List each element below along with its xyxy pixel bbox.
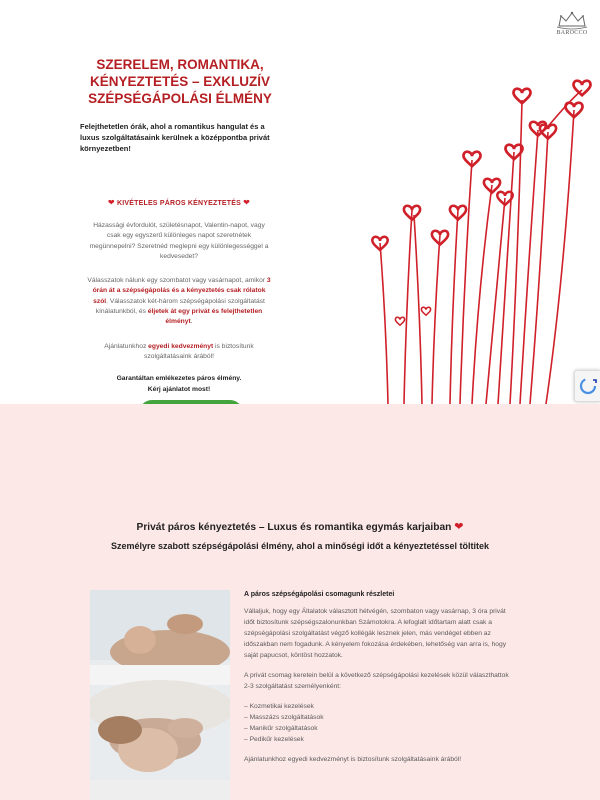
text-fragment: Kérj ajánlatot most! bbox=[147, 385, 211, 393]
hero-intro bbox=[80, 56, 280, 154]
list-item: – Masszázs szolgáltatások bbox=[244, 714, 324, 721]
text-fragment: Ajánlatunkhoz bbox=[104, 342, 149, 350]
offer-title-text: KIVÉTELES PÁROS KÉNYEZTETÉS bbox=[116, 200, 242, 207]
services-list bbox=[244, 701, 516, 745]
package-section-title bbox=[0, 520, 600, 533]
hero-offer bbox=[86, 198, 272, 395]
list-item: – Manikűr szolgáltatások bbox=[244, 725, 318, 732]
hero-title: SZERELEM, ROMANTIKA, KÉNYEZTETÉS – EXKLUZÍV SZÉPSÉGÁPOLÁSI ÉLMÉNY bbox=[88, 57, 272, 106]
package-details-paragraph-3: Ajánlatunkhoz egyedi kedvezményt is biztosítunk szolgáltatásaink árából! bbox=[244, 756, 462, 763]
package-section-subtitle: Személyre szabott szépségápolási élmény, ahol a minőségi időt a kényeztetéssel töltitek bbox=[111, 541, 489, 551]
text-fragment: . Válasszatok két-három szépségápolási szolgáltatást kínálatunkból, és bbox=[95, 297, 265, 316]
text-fragment: Garantáltan emlékezetes páros élmény. bbox=[116, 375, 242, 383]
highlight-text: éljetek át egy privát és felejthetetlen élményt bbox=[147, 308, 263, 326]
package-section-title-text: Privát páros kényeztetés – Luxus és romantika egymás karjaiban bbox=[136, 522, 452, 533]
offer-paragraph-3 bbox=[86, 342, 272, 363]
list-item: – Kozmetikai kezelések bbox=[244, 703, 314, 710]
package-details-paragraph-1: Vállaljuk, hogy egy Általatok választott hétvégén, szombaton vagy vasárnap, 3 óra privát időt biztosítunk szépségszalonunkban Számotokra. A lefoglalt időtartam alatt csak a szépségápolási szolgáltatást végző kollégák lesznek jelen, más vendéget ebben az időszakban nem fogadunk. A kényelem fokozása érdekében, lehetőség van arra is, hogy saját papucsot, köntöst hozzatok. bbox=[244, 608, 507, 659]
package-details bbox=[244, 591, 516, 765]
offer-title bbox=[86, 198, 272, 207]
offer-paragraph-4 bbox=[86, 374, 272, 395]
heart-icon: ❤ bbox=[454, 521, 464, 533]
highlight-text: egyedi kedvezményt bbox=[148, 342, 214, 350]
recaptcha-icon bbox=[575, 371, 599, 401]
logo-text: BAROCCO bbox=[556, 30, 588, 36]
highlight-text: 3 órán át a szépségápolás és a kényeztetés csak rólatok szól bbox=[92, 277, 271, 305]
recaptcha-badge[interactable] bbox=[574, 370, 600, 402]
heart-icon: ❤ bbox=[243, 198, 251, 207]
text-fragment: Válasszatok nálunk egy szombatot vagy vasárnapot, amikor bbox=[87, 277, 267, 285]
heart-icon: ❤ bbox=[107, 198, 115, 207]
offer-paragraph-1: Házassági évfordulót, születésnapot, Valentin-napot, vagy csak egy egyszerű különleges napot szeretnétek megünnepelni? Szeretnéd meglepni egy különlegességgel a kedvesedet? bbox=[89, 222, 269, 260]
package-details-title: A páros szépségápolási csomagunk részletei bbox=[244, 591, 395, 598]
hero-lead: Felejthetetlen órák, ahol a romantikus hangulat és a luxus szolgáltatásaink kerülnek a középpontba privát környezetben! bbox=[80, 122, 270, 153]
package-details-paragraph-2: A privát csomag keretein belül a következő szépségápolási kezelések közül választhattok 2-3 szolgáltatást személyenként: bbox=[244, 672, 509, 690]
package-section bbox=[0, 404, 600, 800]
couple-massage-photo bbox=[90, 590, 230, 800]
hearts-illustration bbox=[360, 60, 600, 404]
list-item: – Pedikűr kezelések bbox=[244, 736, 304, 743]
text-fragment: . bbox=[190, 318, 193, 326]
text-fragment: is biztosítunk szolgáltatásaink árából! bbox=[144, 342, 254, 360]
offer-paragraph-2 bbox=[86, 276, 272, 327]
couple-massage-image bbox=[90, 590, 230, 800]
